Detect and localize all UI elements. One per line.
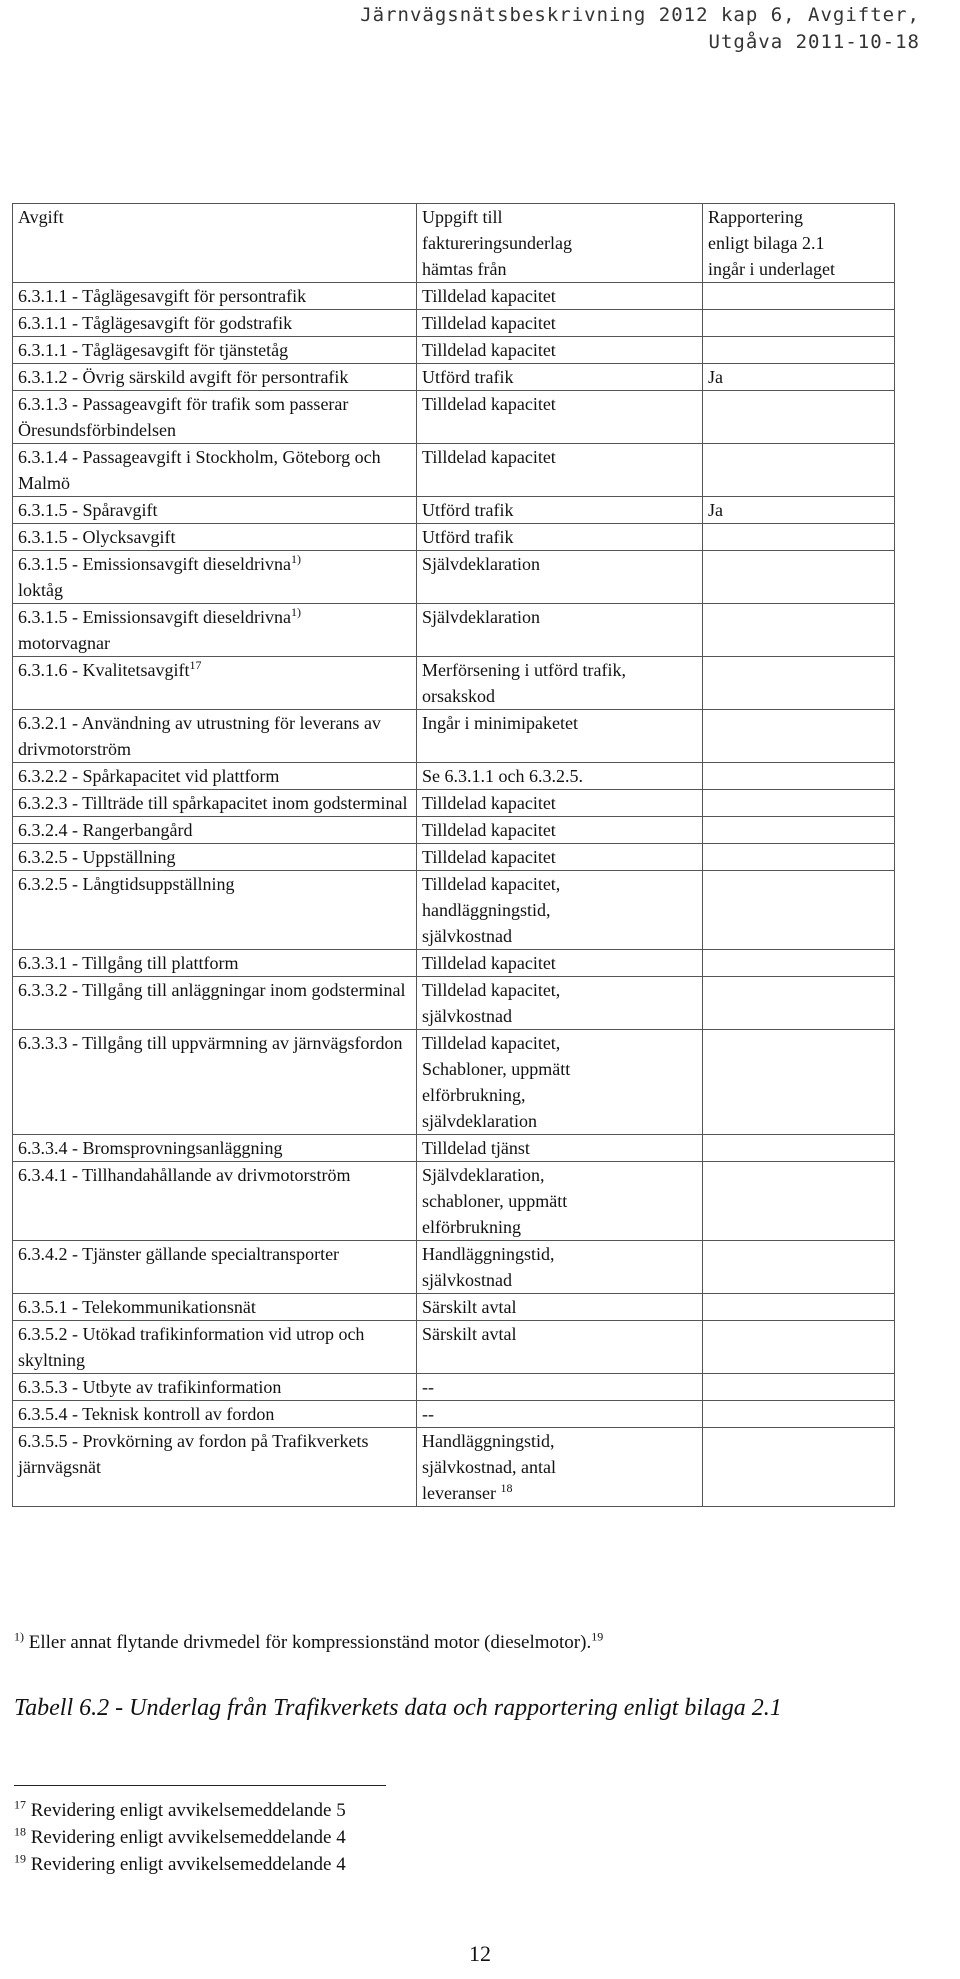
fee-table xyxy=(12,203,895,1507)
source-cell: Tilldelad kapacitet xyxy=(417,337,703,364)
note-text: Revidering enligt avvikelsemeddelande 4 xyxy=(30,1854,346,1875)
report-cell xyxy=(703,1374,895,1401)
table-row xyxy=(13,524,895,551)
note-number: 19 xyxy=(14,1851,26,1866)
table-row xyxy=(13,657,895,710)
table-row xyxy=(13,283,895,310)
table-row xyxy=(13,1401,895,1428)
source-cell: Tilldelad kapacitet xyxy=(417,790,703,817)
fee-cell: 6.3.1.3 - Passageavgift för trafik som passerar Öresundsförbindelsen xyxy=(13,391,417,444)
fee-cell: 6.3.3.1 - Tillgång till plattform xyxy=(13,950,417,977)
fee-cell: 6.3.5.4 - Teknisk kontroll av fordon xyxy=(13,1401,417,1428)
report-cell xyxy=(703,1241,895,1294)
note-item xyxy=(14,1824,346,1851)
source-cell: Tilldelad kapacitet xyxy=(417,444,703,497)
report-cell xyxy=(703,1401,895,1428)
fee-cell: 6.3.1.4 - Passageavgift i Stockholm, Göteborg och Malmö xyxy=(13,444,417,497)
source-cell: -- xyxy=(417,1401,703,1428)
report-cell xyxy=(703,871,895,950)
header-report: Rapportering enligt bilaga 2.1 ingår i underlaget xyxy=(703,204,895,283)
source-cell: Utförd trafik xyxy=(417,497,703,524)
report-cell xyxy=(703,310,895,337)
source-cell: -- xyxy=(417,1374,703,1401)
source-cell: Särskilt avtal xyxy=(417,1321,703,1374)
table-row xyxy=(13,444,895,497)
report-cell xyxy=(703,551,895,604)
header-title: Järnvägsnätsbeskrivning 2012 kap 6, Avgifter, xyxy=(360,4,920,26)
source-cell: Självdeklaration, schabloner, uppmätt elförbrukning xyxy=(417,1162,703,1241)
report-cell xyxy=(703,337,895,364)
source-cell: Se 6.3.1.1 och 6.3.2.5. xyxy=(417,763,703,790)
source-cell: Ingår i minimipaketet xyxy=(417,710,703,763)
fee-cell: 6.3.2.4 - Rangerbangård xyxy=(13,817,417,844)
header-edition: Utgåva 2011-10-18 xyxy=(708,31,920,53)
fee-cell: 6.3.1.2 - Övrig särskild avgift för persontrafik xyxy=(13,364,417,391)
table-row xyxy=(13,817,895,844)
source-cell: Tilldelad kapacitet xyxy=(417,950,703,977)
report-cell: Ja xyxy=(703,497,895,524)
source-cell: Tilldelad kapacitet, Schabloner, uppmätt elförbrukning, självdeklaration xyxy=(417,1030,703,1135)
report-cell xyxy=(703,604,895,657)
report-cell xyxy=(703,844,895,871)
fee-cell: 6.3.5.5 - Provkörning av fordon på Trafikverkets järnvägsnät xyxy=(13,1428,417,1507)
footnote-text: Eller annat flytande drivmedel för kompressionständ motor (dieselmotor). xyxy=(28,1632,592,1653)
table-row xyxy=(13,1241,895,1294)
page-number: 12 xyxy=(469,1941,491,1966)
source-cell: Självdeklaration xyxy=(417,551,703,604)
report-cell xyxy=(703,1135,895,1162)
table-row xyxy=(13,604,895,657)
footnote-mark: 1) xyxy=(14,1629,24,1644)
source-cell: Tilldelad kapacitet xyxy=(417,844,703,871)
report-cell xyxy=(703,1321,895,1374)
source-cell: Tilldelad kapacitet xyxy=(417,391,703,444)
fee-cell: 6.3.2.5 - Uppställning xyxy=(13,844,417,871)
fee-cell: 6.3.1.5 - Spåravgift xyxy=(13,497,417,524)
report-cell xyxy=(703,1162,895,1241)
source-cell: Tilldelad kapacitet, självkostnad xyxy=(417,977,703,1030)
table-row xyxy=(13,1135,895,1162)
fee-cell: 6.3.1.1 - Tåglägesavgift för godstrafik xyxy=(13,310,417,337)
fee-cell: 6.3.1.6 - Kvalitetsavgift$^{17}$ xyxy=(13,657,417,710)
fee-cell: 6.3.1.1 - Tåglägesavgift för persontrafik xyxy=(13,283,417,310)
report-cell xyxy=(703,283,895,310)
fee-cell: 6.3.4.2 - Tjänster gällande specialtransporter xyxy=(13,1241,417,1294)
fee-cell: 6.3.5.2 - Utökad trafikinformation vid utrop och skyltning xyxy=(13,1321,417,1374)
header-source: Uppgift till faktureringsunderlag hämtas från xyxy=(417,204,703,283)
source-cell: Merförsening i utförd trafik, orsakskod xyxy=(417,657,703,710)
table-row xyxy=(13,871,895,950)
report-cell xyxy=(703,763,895,790)
table-row xyxy=(13,1321,895,1374)
table-row xyxy=(13,710,895,763)
footnote-ref: 19 xyxy=(591,1629,604,1644)
report-cell xyxy=(703,790,895,817)
note-item xyxy=(14,1797,346,1824)
fee-cell: 6.3.5.1 - Telekommunikationsnät xyxy=(13,1294,417,1321)
fee-cell: 6.3.2.5 - Långtidsuppställning xyxy=(13,871,417,950)
report-cell xyxy=(703,1294,895,1321)
source-cell: Tilldelad kapacitet xyxy=(417,310,703,337)
report-cell xyxy=(703,710,895,763)
table-row xyxy=(13,790,895,817)
fee-cell: 6.3.1.5 - Emissionsavgift dieseldrivna$^{1)}$ loktåg xyxy=(13,551,417,604)
table-row xyxy=(13,844,895,871)
report-cell xyxy=(703,524,895,551)
note-text: Revidering enligt avvikelsemeddelande 5 xyxy=(30,1800,346,1821)
source-cell: Särskilt avtal xyxy=(417,1294,703,1321)
fee-cell: 6.3.3.4 - Bromsprovningsanläggning xyxy=(13,1135,417,1162)
report-cell xyxy=(703,1030,895,1135)
fee-cell: 6.3.3.3 - Tillgång till uppvärmning av järnvägsfordon xyxy=(13,1030,417,1135)
table-row xyxy=(13,551,895,604)
fee-cell: 6.3.2.1 - Användning av utrustning för leverans av drivmotorström xyxy=(13,710,417,763)
note-number: 17 xyxy=(14,1797,26,1812)
table-row xyxy=(13,391,895,444)
report-cell xyxy=(703,657,895,710)
table-row xyxy=(13,364,895,391)
table-row xyxy=(13,1374,895,1401)
fee-cell: 6.3.1.1 - Tåglägesavgift för tjänstetåg xyxy=(13,337,417,364)
page-header xyxy=(360,2,920,56)
table-row xyxy=(13,763,895,790)
table-footnote xyxy=(14,1630,603,1656)
source-cell: Tilldelad kapacitet xyxy=(417,283,703,310)
table-row xyxy=(13,337,895,364)
table-row xyxy=(13,977,895,1030)
note-number: 18 xyxy=(14,1824,26,1839)
fee-cell: 6.3.4.1 - Tillhandahållande av drivmotorström xyxy=(13,1162,417,1241)
table-row xyxy=(13,1428,895,1507)
source-cell: Tilldelad kapacitet, handläggningstid, självkostnad xyxy=(417,871,703,950)
table-row xyxy=(13,1294,895,1321)
revision-notes xyxy=(14,1797,346,1878)
report-cell xyxy=(703,1428,895,1507)
table-header-row xyxy=(13,204,895,283)
table-caption: Tabell 6.2 - Underlag från Trafikverkets data och rapportering enligt bilaga 2.1 xyxy=(14,1695,782,1721)
source-cell: Handläggningstid, självkostnad, antal leveranser $^{18}$ xyxy=(417,1428,703,1507)
fee-cell: 6.3.2.3 - Tillträde till spårkapacitet inom godsterminal xyxy=(13,790,417,817)
fee-cell: 6.3.3.2 - Tillgång till anläggningar inom godsterminal xyxy=(13,977,417,1030)
table-row xyxy=(13,1030,895,1135)
report-cell xyxy=(703,391,895,444)
table-row xyxy=(13,950,895,977)
source-cell: Handläggningstid, självkostnad xyxy=(417,1241,703,1294)
note-text: Revidering enligt avvikelsemeddelande 4 xyxy=(30,1827,346,1848)
fee-cell: 6.3.1.5 - Emissionsavgift dieseldrivna$^{1)}$ motorvagnar xyxy=(13,604,417,657)
table-row xyxy=(13,310,895,337)
fee-cell: 6.3.5.3 - Utbyte av trafikinformation xyxy=(13,1374,417,1401)
report-cell xyxy=(703,817,895,844)
note-item xyxy=(14,1851,346,1878)
report-cell xyxy=(703,977,895,1030)
table-row xyxy=(13,1162,895,1241)
fee-cell: 6.3.2.2 - Spårkapacitet vid plattform xyxy=(13,763,417,790)
footnote-rule xyxy=(14,1785,386,1786)
source-cell: Tilldelad kapacitet xyxy=(417,817,703,844)
report-cell: Ja xyxy=(703,364,895,391)
source-cell: Självdeklaration xyxy=(417,604,703,657)
table-row xyxy=(13,497,895,524)
header-fee: Avgift xyxy=(13,204,417,283)
source-cell: Utförd trafik xyxy=(417,524,703,551)
source-cell: Tilldelad tjänst xyxy=(417,1135,703,1162)
report-cell xyxy=(703,950,895,977)
source-cell: Utförd trafik xyxy=(417,364,703,391)
fee-cell: 6.3.1.5 - Olycksavgift xyxy=(13,524,417,551)
report-cell xyxy=(703,444,895,497)
